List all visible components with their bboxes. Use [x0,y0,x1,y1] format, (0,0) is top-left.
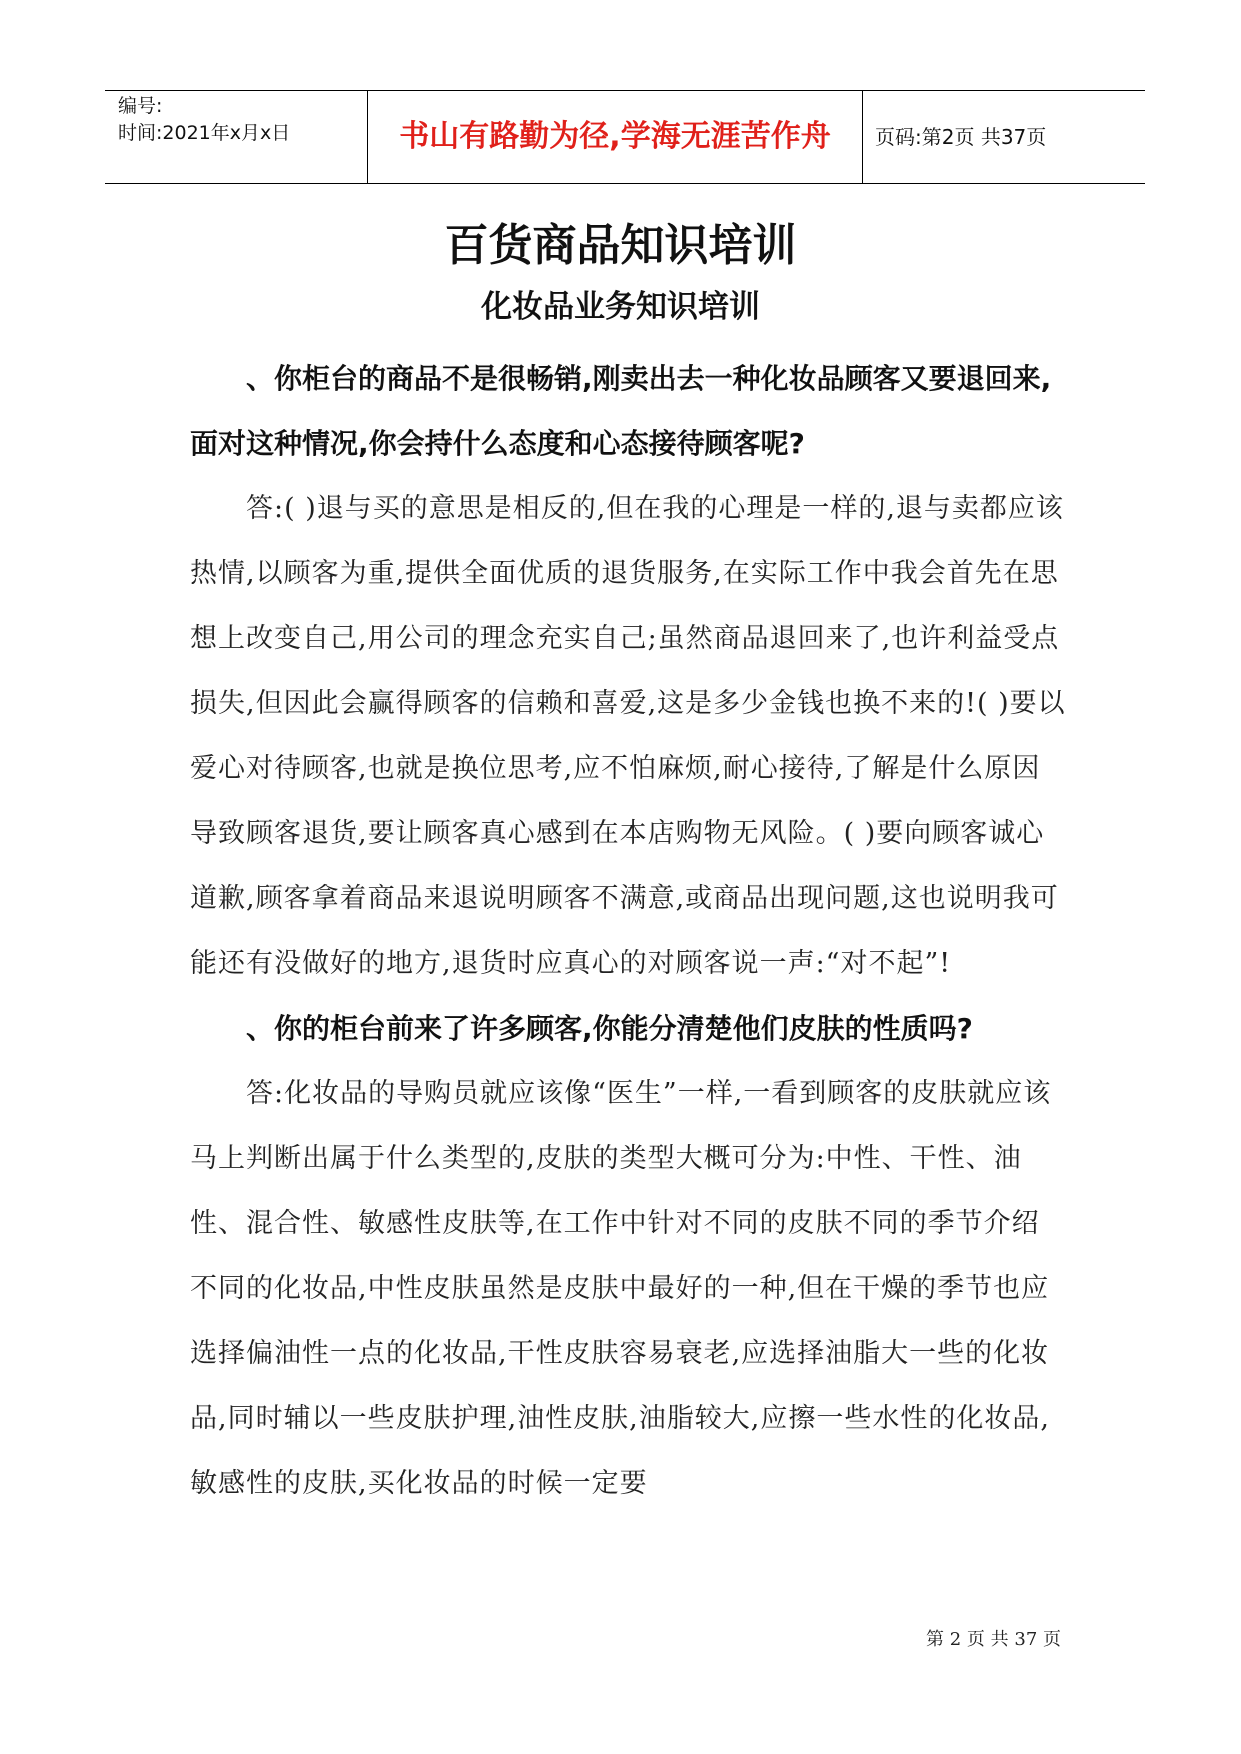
header-page-cell [863,91,1145,183]
header-motto-cell [368,91,863,183]
answer-1: 答:( )退与买的意思是相反的,但在我的心理是一样的,退与卖都应该热情,以顾客为重,提供全面优质的退货服务,在实际工作中我会首先在思想上改变自己,用公司的理念充实自己;虽然商品退回来了,也许利益受点损失,但因此会赢得顾客的信赖和喜爱,这是多少金钱也换不来的!( )要以爱心对待顾客,也就是换位思考,应不怕麻烦,耐心接待,了解是什么原因导致顾客退货,要让顾客真心感到在本店购物无风险。( )要向顾客诚心道歉,顾客拿着商品来退说明顾客不满意,或商品出现问题,这也说明我可能还有没做好的地方,退货时应真心的对顾客说一声:“对不起”! [190,493,1066,979]
document-header [105,90,1145,184]
question-1: 、你柜台的商品不是很畅销,刚卖出去一种化妆品顾客又要退回来,面对这种情况,你会持什么态度和心态接待顾客呢? [190,362,1052,460]
header-motto: 书山有路勤为径,学海无涯苦作舟 [399,119,831,154]
answer-2: 答:化妆品的导购员就应该像“医生”一样,一看到顾客的皮肤就应该马上判断出属于什么类型的,皮肤的类型大概可分为:中性、干性、油性、混合性、敏感性皮肤等,在工作中针对不同的皮肤不同的季节介绍不同的化妆品,中性皮肤虽然是皮肤中最好的一种,但在干燥的季节也应选择偏油性一点的化妆品,干性皮肤容易衰老,应选择油脂大一些的化妆品,同时辅以一些皮肤护理,油性皮肤,油脂较大,应擦一些水性的化妆品,敏感性的皮肤,买化妆品的时候一定要 [190,1078,1052,1499]
document-body [190,346,1066,1516]
question-2: 、你的柜台前来了许多顾客,你能分清楚他们皮肤的性质吗? [246,1012,973,1045]
header-meta-cell [105,91,368,183]
document-title: 百货商品知识培训 [444,220,797,271]
document-date-label: 时间:2021年x月x日 [118,122,291,144]
document-number-label: 编号: [118,95,163,117]
page-footer: 第 2 页 共 37 页 [926,1629,1061,1650]
header-page-number: 页码:第2页 共37页 [875,125,1047,149]
document-subtitle: 化妆品业务知识培训 [481,289,760,325]
